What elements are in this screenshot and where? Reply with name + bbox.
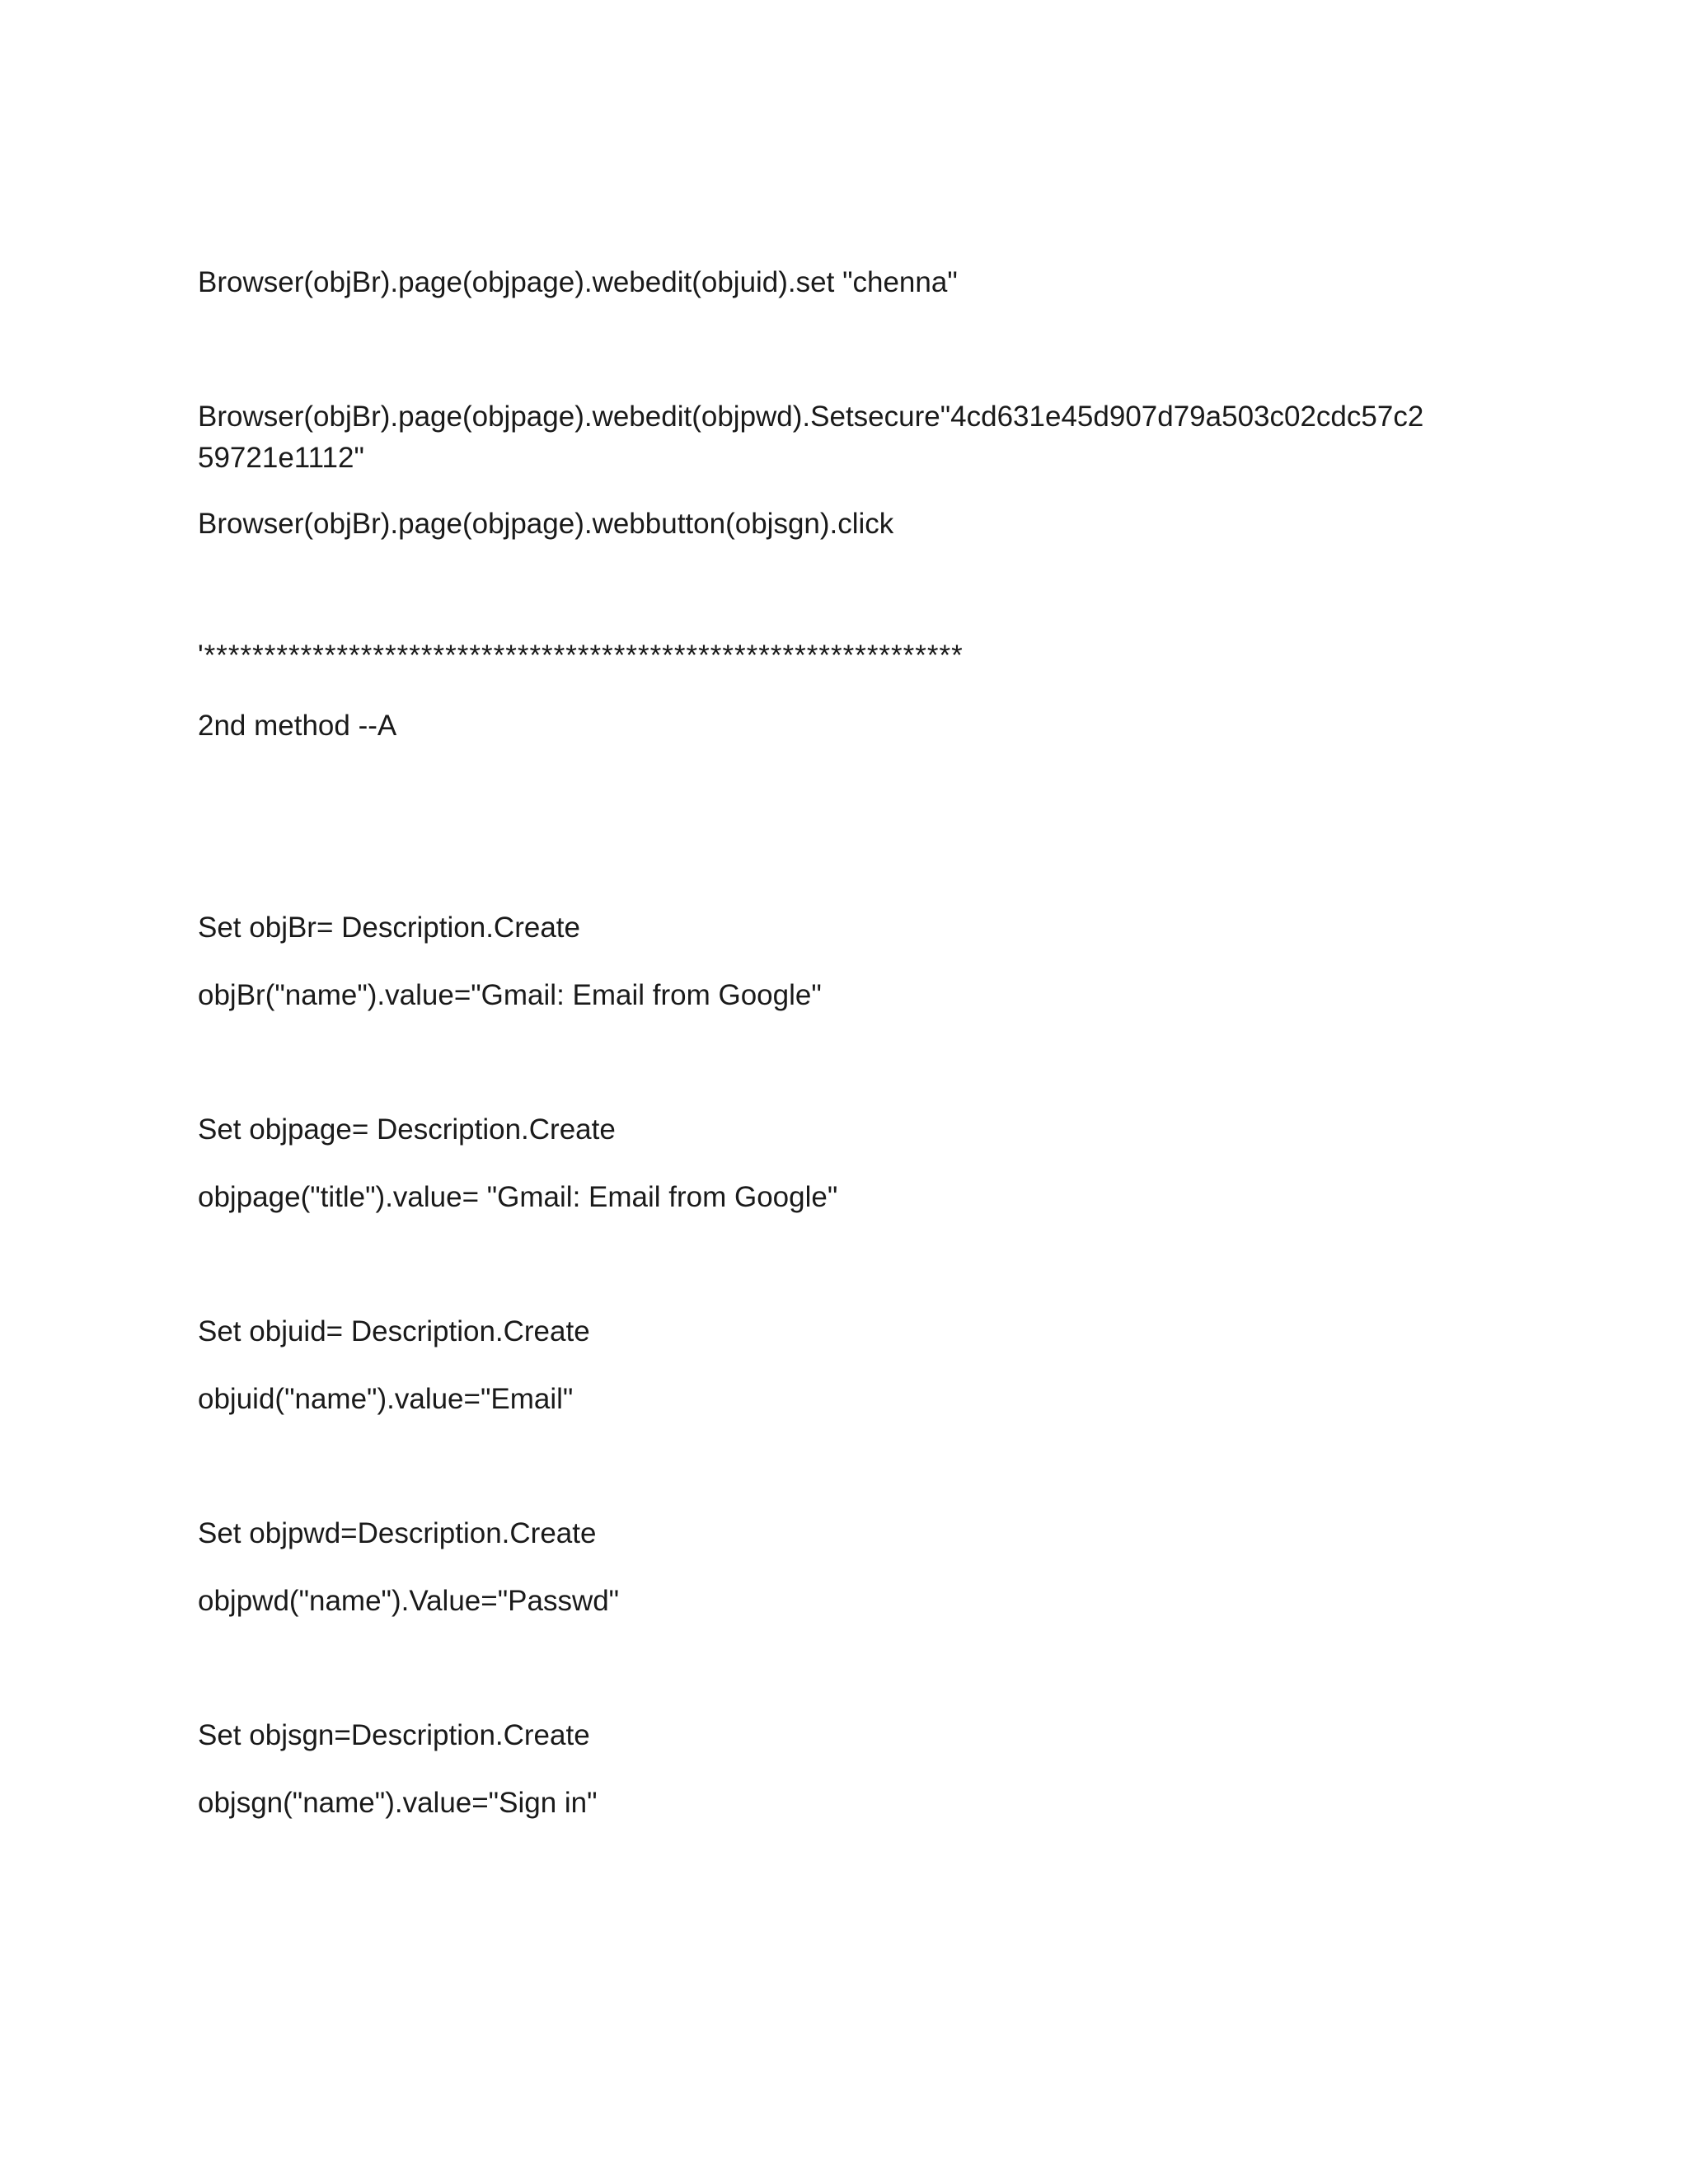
method-heading: 2nd method --A xyxy=(198,710,397,742)
code-line-pwd-create: Set objpwd=Description.Create xyxy=(198,1517,597,1549)
code-line-sgn-value: objsgn("name").value="Sign in" xyxy=(198,1787,598,1819)
code-line-uid-value: objuid("name").value="Email" xyxy=(198,1383,574,1415)
code-line-pwd-value: objpwd("name").Value="Passwd" xyxy=(198,1585,620,1617)
code-line-br-create: Set objBr= Description.Create xyxy=(198,912,580,944)
code-line-page-value: objpage("title").value= "Gmail: Email from Google" xyxy=(198,1181,838,1213)
code-line-set-uid: Browser(objBr).page(objpage).webedit(objuid).set "chenna" xyxy=(198,266,958,298)
code-line-sgn-create: Set objsgn=Description.Create xyxy=(198,1719,590,1751)
code-line-br-value: objBr("name").value="Gmail: Email from Google" xyxy=(198,979,822,1011)
code-line-set-pwd-continued: 59721e1112" xyxy=(198,442,364,474)
separator-line: '*************************************************************** xyxy=(198,640,964,672)
code-line-set-pwd: Browser(objBr).page(objpage).webedit(objpwd).Setsecure"4cd631e45d907d79a503c02cdc57c2 xyxy=(198,401,1424,433)
code-line-uid-create: Set objuid= Description.Create xyxy=(198,1315,590,1347)
code-line-page-create: Set objpage= Description.Create xyxy=(198,1113,616,1146)
code-line-click-sign-in: Browser(objBr).page(objpage).webbutton(objsgn).click xyxy=(198,508,894,540)
